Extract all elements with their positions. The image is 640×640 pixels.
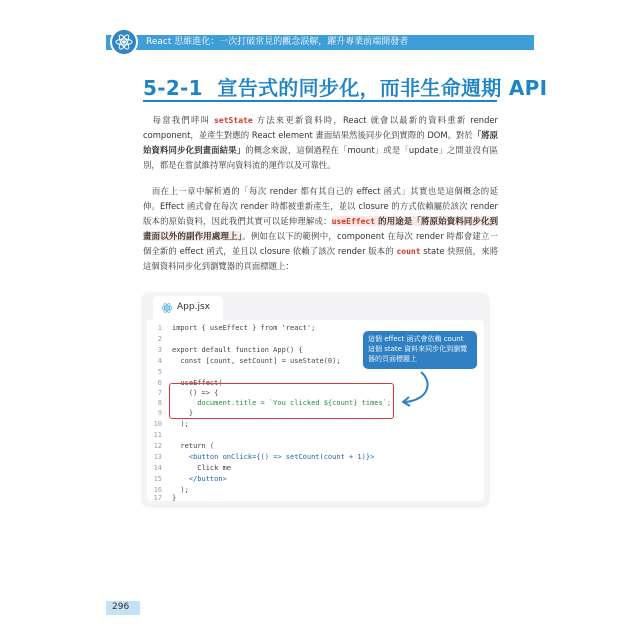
react-file-icon — [161, 302, 173, 314]
code-text: import { useEffect } from 'react'; — [172, 324, 316, 332]
line-number: 11 — [153, 431, 162, 439]
code-line — [150, 367, 172, 377]
bold-text: 「將原始資料同步化到畫面結果」 — [143, 130, 499, 155]
code-line — [150, 463, 231, 473]
code-text: const [count, setCount] = useState(0); — [172, 357, 341, 365]
text: 而在上一章中解析過的「每次 render 都有其自己的 effect 函式」其實也是這個概念的延伸。Effect 函式會在每次 render 時都被重新產生，並以 closure 的方式依賴屬於該次 render 版本的原始資料，因此我們其實可以延伸理解成： — [143, 186, 498, 226]
code-text: return ( — [172, 442, 215, 450]
code-text: <button onClick={() => setCount(count + 1)}> — [172, 453, 375, 461]
section-number: 5-2-1 — [143, 76, 203, 100]
code-text: Click me — [172, 464, 232, 472]
paragraph-2 — [143, 184, 498, 274]
line-number: 10 — [153, 420, 162, 428]
code-line — [150, 419, 189, 429]
text: state 快照值，來將這個資料同步化到瀏覽器的頁面標題上： — [143, 246, 498, 271]
code-line — [150, 474, 227, 484]
line-number: 13 — [153, 453, 162, 461]
line-number: 2 — [157, 335, 162, 343]
line-number: 16 — [153, 486, 162, 494]
effect-highlight-box — [169, 383, 394, 419]
text: 方法來更新資料時，React 就會以最新的資料重新 render component，並產生對應的 React element 畫面結果然後同步化到實際的 DOM。對於 — [143, 115, 498, 140]
line-number: 7 — [157, 389, 162, 397]
section-heading — [143, 72, 547, 101]
line-number: 6 — [157, 379, 162, 387]
text: 每當我們呼叫 — [151, 115, 215, 125]
callout-note: 這個 effect 函式會依賴 count 這個 state 資料來同步化到瀏覽器的頁面標題上 — [363, 331, 477, 369]
bold-text: 的用途是「將原始資料同步化到畫面以外的副作用處理上」 — [143, 216, 499, 241]
code-line — [150, 356, 341, 366]
inline-code: setState — [214, 116, 253, 125]
line-number: 9 — [157, 409, 162, 417]
code-line — [150, 452, 374, 462]
inline-code: count — [396, 247, 421, 256]
code-line — [150, 493, 176, 503]
file-tab-label: App.jsx — [177, 302, 210, 312]
code-text: </button> — [172, 475, 227, 483]
inline-code: useEffect — [331, 217, 376, 226]
react-logo-icon — [110, 28, 138, 56]
section-divider — [143, 100, 497, 102]
curved-arrow-icon — [395, 370, 435, 410]
line-number: 3 — [157, 346, 162, 354]
code-line — [150, 345, 303, 355]
text: 。例如在以下的範例中，component 在每次 render 時都會建立一個全新的 effect 函式，並且以 closure 依賴了該次 render 版本的 — [143, 231, 498, 256]
page-number: 296 — [112, 602, 130, 612]
section-title: 宣告式的同步化，而非生命週期 API — [217, 76, 548, 100]
line-number: 17 — [153, 494, 162, 502]
line-number: 1 — [157, 324, 162, 332]
code-line — [150, 323, 315, 333]
line-number: 15 — [153, 475, 162, 483]
code-text: export default function App() { — [172, 346, 303, 354]
paragraph-1 — [143, 113, 498, 173]
line-number: 5 — [157, 368, 162, 376]
text: 的概念來說，這個過程在「mount」或是「update」之間並沒有區別，都是在嘗試維持單向資料流的運作以及可靠性。 — [143, 145, 498, 170]
code-line — [150, 441, 214, 451]
code-text: ); — [172, 486, 189, 494]
code-text: document.title = `You clicked ${count} times`; — [172, 399, 392, 407]
code-text: useEffect( — [172, 379, 223, 387]
line-number: 8 — [157, 399, 162, 407]
code-text: ); — [172, 420, 189, 428]
book-title: React 思維進化：一次打破常見的觀念誤解，躍升專業前端開發者 — [146, 37, 409, 47]
code-line — [150, 334, 172, 344]
code-text: } — [172, 494, 177, 502]
code-text: } — [172, 409, 194, 417]
line-number: 4 — [157, 357, 162, 365]
code-text: () => { — [172, 389, 219, 397]
line-number: 14 — [153, 464, 162, 472]
line-number: 12 — [153, 442, 162, 450]
code-line — [150, 430, 172, 440]
